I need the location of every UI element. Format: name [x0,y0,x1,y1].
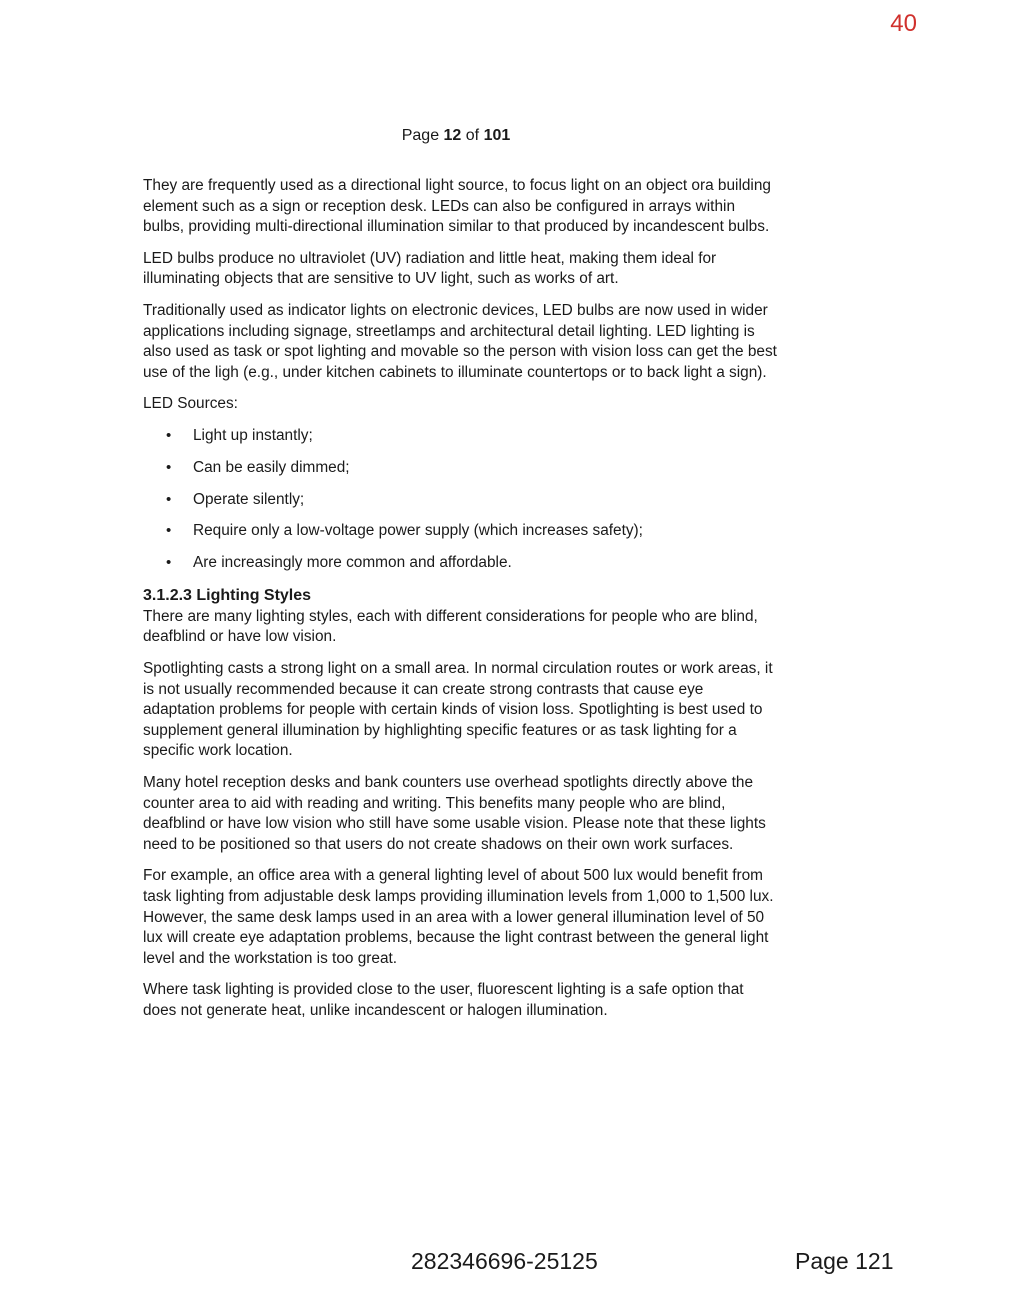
paragraph-lighting-styles-intro: There are many lighting styles, each with different considerations for people who are blind, deafblind or have low vision. [143,607,758,646]
list-item-text: Light up instantly; [193,426,313,444]
paragraph-office-example: For example, an office area with a general lighting level of about 500 lux would benefit from task lighting from adjustable desk lamps providing illumination levels from 1,000 to 1,500 lux. However, the same desk lamps used in an area with a lower general illumination level of 50 lux will create eye adaptation problems, because the light contrast between the general light level and the workstation is too great. [143,867,774,967]
list-item-text: Require only a low-voltage power supply (which increases safety); [193,522,643,540]
page-counter-total: 101 [483,127,511,144]
page-counter [0,127,912,145]
led-sources-list [143,426,779,574]
bullet-icon: • [166,490,172,508]
document-body [143,176,779,1033]
paragraph-led-sources-intro: LED Sources: [143,395,238,413]
list-item [143,490,779,511]
paragraph-led-directional: They are frequently used as a directional light source, to focus light on an object ora building element such as a sign or reception desk. LEDs can also be configured in arrays within bulbs, providing multi-directional illumination similar to that produced by incandescent bulbs. [143,177,771,236]
paragraph-led-uv: LED bulbs produce no ultraviolet (UV) radiation and little heat, making them ideal for illuminating objects that are sensitive to UV light, such as works of art. [143,249,717,288]
stamp-page-number: 40 [890,10,917,37]
paragraph-hotel-reception: Many hotel reception desks and bank counters use overhead spotlights directly above the counter area to aid with reading and writing. This benefits many people who are blind, deafblind or have low vision who still have some usable vision. Please note that these lights need to be positioned so that users do not create shadows on their own work surfaces. [143,774,766,853]
list-item [143,458,779,479]
page-counter-middle: of [461,127,484,144]
bullet-icon: • [166,458,172,476]
footer-page-label: Page 121 [795,1248,894,1274]
page-counter-current: 12 [443,127,462,144]
list-item [143,521,779,542]
list-item [143,426,779,447]
page-counter-prefix: Page [401,127,444,144]
list-item-text: Are increasingly more common and affordable. [193,554,512,572]
paragraph-led-applications: Traditionally used as indicator lights on electronic devices, LED bulbs are now used in wider applications including signage, streetlamps and architectural detail lighting. LED lighting is also used as task or spot lighting and movable so the person with vision loss can get the best use of the ligh (e.g., under kitchen cabinets to illuminate countertops or to back light a sign). [143,301,777,381]
bullet-icon: • [166,554,172,572]
list-item-text: Operate silently; [193,490,305,508]
bullet-icon: • [166,522,172,540]
list-item-text: Can be easily dimmed; [193,458,350,476]
list-item [143,553,779,574]
paragraph-spotlighting: Spotlighting casts a strong light on a small area. In normal circulation routes or work areas, it is not usually recommended because it can create strong contrasts that cause eye adaptation problems for people with certain kinds of vision loss. Spotlighting is best used to supplement general illumination by highlighting specific features or as task lighting for a specific work location. [143,660,773,760]
bullet-icon: • [166,426,172,444]
section-heading: 3.1.2.3 Lighting Styles [143,586,312,604]
footer-document-id: 282346696-25125 [411,1248,598,1274]
paragraph-task-lighting: Where task lighting is provided close to the user, fluorescent lighting is a safe option that does not generate heat, unlike incandescent or halogen illumination. [143,981,744,1019]
